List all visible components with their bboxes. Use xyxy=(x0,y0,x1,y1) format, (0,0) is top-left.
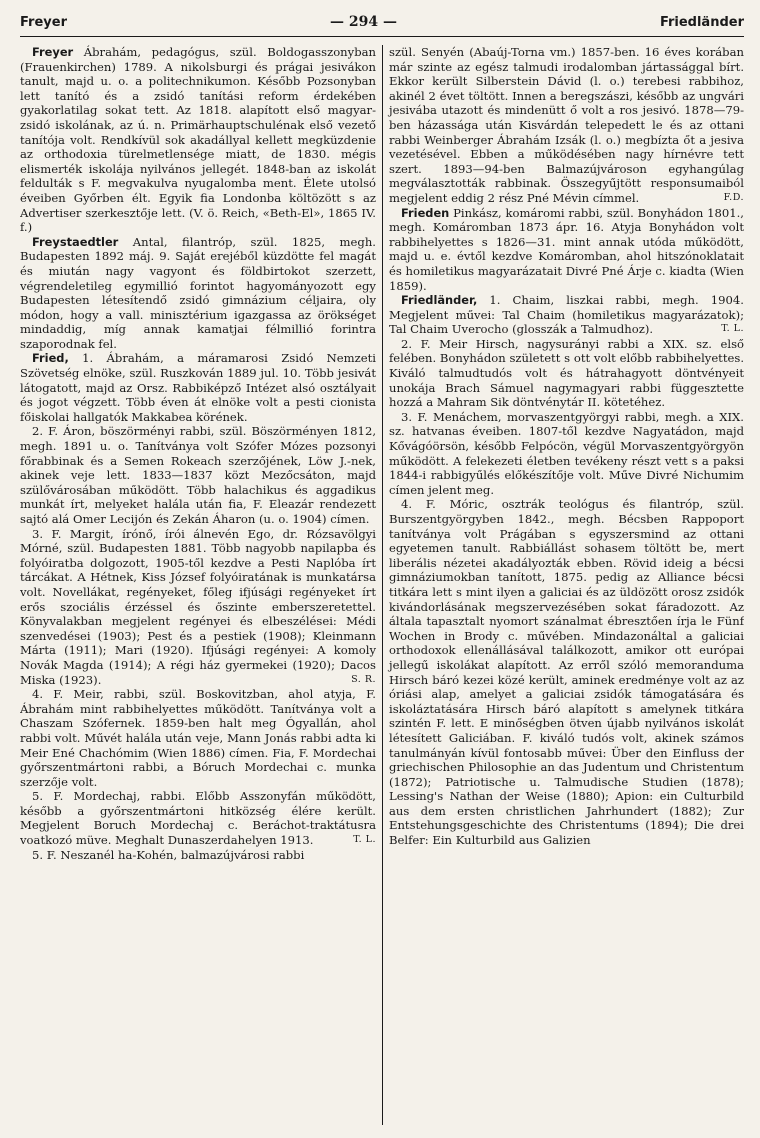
author-signature: T. L. xyxy=(721,323,744,335)
left-column xyxy=(20,45,382,1125)
header-right-keyword: Friedländer xyxy=(659,15,744,30)
entry-friedlander-3: 3. F. Menáchem, morvaszentgyörgyi rabbi, megh. a XIX. sz. hatvanas éveiben. 1807-től kezdve Nagyatádon, majd Kővágóörsön, később Felpócön, végül Morvaszentgyörgyön működött. A felekezeti életben tevékeny részt vett s a paksi 1844-i rabbigyűlés előkészítője volt. Műve Divré Nichumim címen jelent meg. xyxy=(389,409,744,497)
entry-freyer: Freyer Ábrahám, pedagógus, szül. Boldogasszonyban (Frauenkirchen) 1789. A nikolsburgi és prágai jesivákon tanult, majd u. o. a politechnikumon. Később Pozsonyban lett tanító és a zsidó tanítási reform érdekében gyakorlatilag sokat tett. Az 1818. alapított első magyar-zsidó iskolának, az ú. n. Primärhauptschulénak első vezető tanítója volt. Rendkívül sok akadállyal kellett megküzdenie az orthodoxia türelmetlensége miatt, de 1830. mégis elismerték iskolája nyilvános jellegét. 1848-ban az iskolát feldulták s F. megvakulva nyugalomba ment. Élete utolsó éveiben Győrben élt. Egyik fia Londonba költözött s az Advertiser szerkesztője lett. (V. ö. Reich, «Beth-El», 1865 IV. f.) xyxy=(20,45,376,235)
entry-fried-4: 4. F. Meir, rabbi, szül. Boskovitzban, ahol atyja, F. Ábrahám mint rabbihelyettes működött. Tanítványa volt a Chaszam Szófernek. 1859-ben halt meg Ógyallán, ahol rabbi volt. Művét halála után veje, Mann Jonás rabbi adta ki Meir Ené Chachómim (Wien 1886) címen. Fia, F. Mordechai győrszentmártoni rabbi, a Bóruch Mordechai c. munka szerzője volt. xyxy=(20,687,376,789)
header-left-keyword: Freyer xyxy=(20,15,67,30)
author-signature: S. R. xyxy=(351,673,376,685)
author-signature: T. L. xyxy=(353,834,376,846)
entry-fried-3: 3. F. Margit, írónő, írói álnevén Ego, dr. Rózsavölgyi Mórné, szül. Budapesten 1881. Több nagyobb napilapba és folyóiratba dolgozott, 1905-től kezdve a Pesti Naplóba írt tárcákat. A Hétnek, Kiss József folyóiratának is munkatársa volt. Novellákat, regényeket, főleg ifjúsági regényeket írt erős szociális érzéssel és őszinte emberszeretettel. Könyvalakban megjelent regényei és elbeszélései: Médi szenvedései (1903); Pest és a pestiek (1908); Kleinmann Márta (1911); Mari (1920). Ifjúsági regényei: A komoly Novák Magda (1914); A régi ház gyermekei (1920); Dacos Miska (1923). S. R. xyxy=(20,526,376,687)
page-header xyxy=(20,14,744,37)
entry-friedlander-4: 4. F. Móric, osztrák teológus és filantróp, szül. Burszentgyörgyben 1842., megh. Bécsben Rappoport tanítványa volt Prágában s egyszersmind az ottani egyetemen tanult. Rabbiállást sohasem töltött be, mert liberális nézetei akadályozták ebben. Rövid ideig a bécsi gimnáziumokban tanított, 1875. pedig az Alliance bécsi titkára lett s mint ilyen a galiciai és az üldözött orosz zsidók kivándorlásának megszervezésében sokat fáradozott. Az általa tapasztalt nyomort szánalmat ébresztően írja le Fünf Wochen in Brody c. művében. Mindazonáltal a galiciai orthodoxok ellenállásával találkozott, amikor ott európai jellegű iskolákat alapított. Az erről szóló memoranduma Hirsch báró kezei közé került, aminek eredménye volt az az óriási alap, amelyet a galiciai zsidók támogatására és iskoláztatására Hirsch báró alapított s amelynek titkára szintén F. lett. E minőségben ötven újabb nyilvános iskolát létesített Galiciában. F. kiváló tudós volt, akinek számos tanulmányán kívül fontosabb művei: Über den Einfluss der griechischen Philosophie an das Judentum und Christentum (1872); Patriotische u. Talmudische Studien (1878); Lessing's Nathan der Weise (1880); Apion: ein Culturbild aus dem ersten christlichen Jahrhundert (1882); Zur Entstehungsgeschichte des Christentums (1894); Die drei Belfer: Ein Kulturbild aus Galizien xyxy=(389,497,744,848)
entry-friedlander-1: Friedländer, 1. Chaim, liszkai rabbi, megh. 1904. Megjelent művei: Tal Chaim (homiletikus magyarázatok); Tal Chaim Uverocho (glosszák a Talmudhoz). T. L. xyxy=(389,293,744,337)
entry-fried-2: 2. F. Áron, böszörményi rabbi, szül. Böszörményen 1812, megh. 1891 u. o. Tanítványa volt Szófer Mózes pozsonyi főrabbinak és a Semen Rokeach szerzőjének, Löw J.-nek, akinek veje lett. 1833—1837 közt Mezőcsáton, majd szülővárosában működött. Több halachikus és aggadikus munkát írt, melyeket halála után fia, F. Eleazár rendezett sajtó alá Omer Lecijón és Zekán Áharon (u. o. 1904) címen. xyxy=(20,424,376,526)
entry-fried-5-mordechaj: 5. F. Mordechaj, rabbi. Előbb Asszonyfán működött, később a győrszentmártoni hitközség élére került. Megjelent Boruch Mordechaj c. Beráchot-traktátusra voatkozó müve. Meghalt Dunaszerdahelyen 1913. T. L. xyxy=(20,789,376,848)
author-signature: F.D. xyxy=(723,191,744,203)
right-column xyxy=(382,45,744,1125)
entry-frieden: Frieden Pinkász, komáromi rabbi, szül. Bonyhádon 1801., megh. Komáromban 1873 ápr. 16. Atyja Bonyhádon volt rabbihelyettes s 1826—31. mint annak utóda működött, majd u. e. évtől kezdve Komáromban, ahol hitszónoklatait és homiletikus magyarázatait Divré Pné Árje c. kiadta (Wien 1859). xyxy=(389,205,744,293)
two-column-body xyxy=(20,45,744,1125)
entry-freystaedtler: Freystaedtler Antal, filantróp, szül. 1825, megh. Budapesten 1892 máj. 9. Saját erejéből küzdötte fel magát és miután nagy vagyont és földbirtokot szerzett, végrendeletileg egymillió forintot hagyományozott egy Budapesten létesítendő zsidó gimnázium céljaira, oly módon, hogy a vall. minisztérium igazgassa az örökséget mindaddig, míg annak kamatjai félmillió forintra szaporodnak fel. xyxy=(20,234,376,351)
page-number: — 294 — xyxy=(329,14,397,30)
entry-fried-1: Fried, 1. Ábrahám, a máramarosi Zsidó Nemzeti Szövetség elnöke, szül. Ruszkován 1889 jul. 10. Több jesivát látogatott, majd az Orsz. Rabbiképző Intézet alsó osztályait és jogot végzett. Több éven át elnöke volt a pesti cionista főiskolai hallgatók Makkabea körének. xyxy=(20,351,376,424)
entry-friedlander-2: 2. F. Meir Hirsch, nagysurányi rabbi a XIX. sz. első felében. Bonyhádon született s ott volt előbb rabbihelyettes. Kiváló talmudtudós volt és hátrahagyott döntvényeit unokája Brach Sámuel nagymagyari rabbi függesztette hozzá a Mahram Sik döntvénytár II. kötetéhez. xyxy=(389,336,744,410)
entry-fried-5-neszanel: 5. F. Neszanél ha-Kohén, balmazújvárosi rabbi xyxy=(32,847,305,862)
entry-continuation: szül. Senyén (Abaúj-Torna vm.) 1857-ben. 16 éves korában már szinte az egész talmudi irodalomban jártassággal bírt. Ekkor került Silberstein Dávid (l. o.) terebesi rabbihoz, akinél 2 évet töltött. Innen a beregszászi, később az ungvári jesivába utazott és mindenütt ő volt a ros jesivó. 1878—79-ben házassága után Kisvárdán telepedett le és az ottani rabbi Weinberger Ábrahám Izsák (l. o.) megbízta őt a jesiva vezetésével. Ebben a működésében nagy hírnévre tett szert. 1893—94-ben Balmazújvároson egyhangúlag megválasztották rabbinak. Összegyűjtött responsumaiból megjelent eddig 2 rész Pné Mévin címmel. F.D. xyxy=(389,45,744,205)
